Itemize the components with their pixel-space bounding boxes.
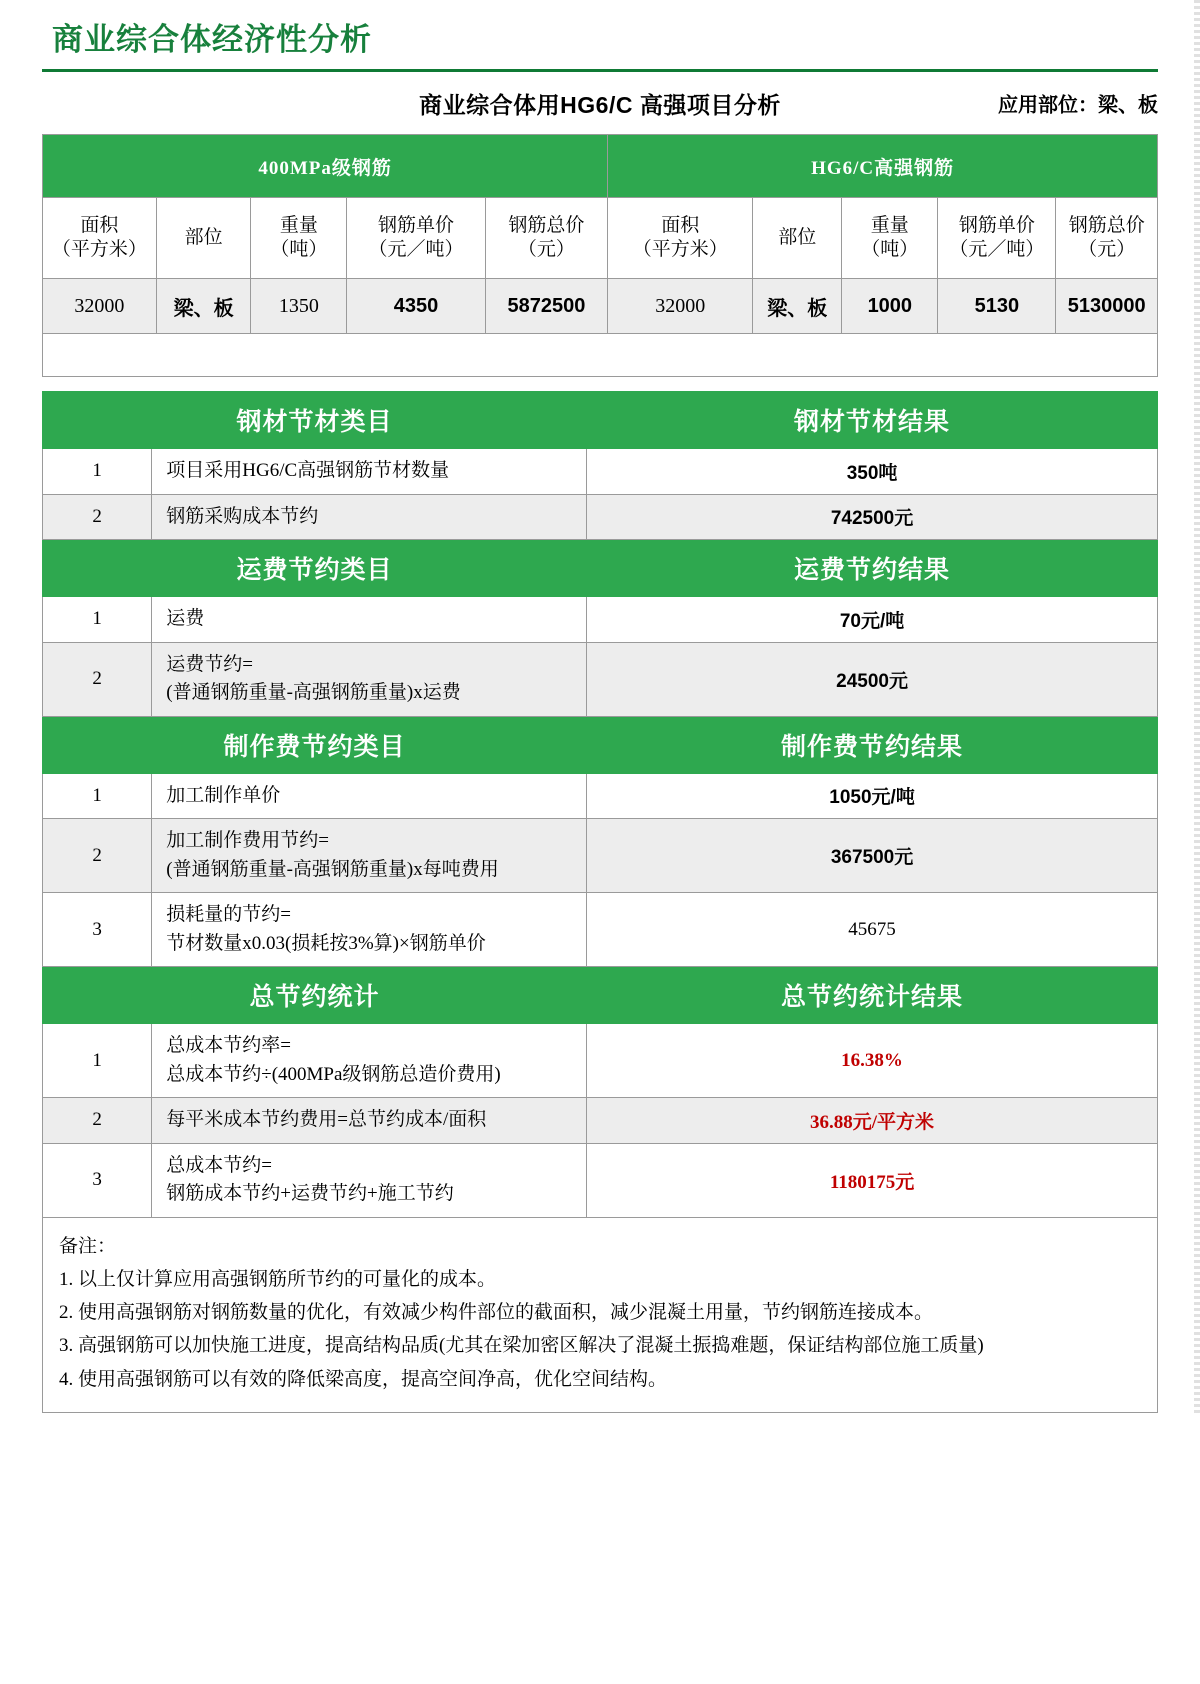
cell-area-left: 32000	[43, 279, 157, 334]
page-edge-decoration	[1194, 0, 1200, 1413]
row-index: 1	[43, 449, 152, 495]
row-description: 项目采用HG6/C高强钢筋节材数量	[152, 449, 587, 495]
col-header-unitprice-left: 钢筋单价 （元／吨）	[347, 198, 485, 279]
note-line: 1. 以上仅计算应用高强钢筋所节约的可量化的成本。	[59, 1268, 497, 1290]
row-index: 2	[43, 494, 152, 540]
table-gap	[42, 377, 1158, 391]
row-description: 运费	[152, 597, 587, 643]
comparison-group-header-row	[43, 135, 1158, 198]
table-row	[43, 597, 1158, 643]
spacer-cell	[43, 334, 1158, 377]
group-header-right: HG6/C高强钢筋	[608, 135, 1158, 198]
table-row	[43, 893, 1158, 967]
row-description: 钢筋采购成本节约	[152, 494, 587, 540]
row-description-line: (普通钢筋重量-高强钢筋重量)x每吨费用	[166, 858, 499, 880]
row-index: 1	[43, 773, 152, 819]
row-description	[152, 819, 587, 893]
section-header-row-steel	[43, 392, 1158, 449]
section-result-title-freight: 运费节约结果	[587, 540, 1158, 597]
row-value: 742500元	[587, 494, 1158, 540]
table-row	[43, 449, 1158, 495]
cell-part-right: 梁、板	[753, 279, 842, 334]
row-value: 70元/吨	[587, 597, 1158, 643]
table-row	[43, 1024, 1158, 1098]
row-value: 367500元	[587, 819, 1158, 893]
note-line: 2. 使用高强钢筋对钢筋数量的优化，有效减少构件部位的截面积，减少混凝土用量，节约钢筋连接成本。	[59, 1302, 934, 1323]
application-part-label: 应用部位：梁、板	[998, 94, 1158, 117]
section-header-row-fabrication	[43, 716, 1158, 773]
col-header-area-left: 面积 （平方米）	[43, 198, 157, 279]
row-description-line: 损耗量的节约=	[166, 904, 291, 925]
row-description	[152, 642, 587, 716]
row-description	[152, 1024, 587, 1098]
row-description-line: 总成本节约率=	[166, 1035, 291, 1056]
table-row	[43, 494, 1158, 540]
section-result-title-total: 总节约统计结果	[587, 967, 1158, 1024]
row-description-line: 运费节约=	[166, 653, 253, 675]
row-index: 3	[43, 1143, 152, 1217]
row-value: 1180175元	[587, 1143, 1158, 1217]
row-value: 24500元	[587, 642, 1158, 716]
row-value: 1050元/吨	[587, 773, 1158, 819]
row-description-line: 加工制作费用节约=	[166, 830, 329, 851]
cell-unitprice-right: 5130	[938, 279, 1056, 334]
note-line: 4. 使用高强钢筋可以有效的降低梁高度，提高空间净高，优化空间结构。	[59, 1368, 668, 1390]
row-index: 2	[43, 642, 152, 716]
table-row	[43, 1143, 1158, 1217]
row-index: 1	[43, 1024, 152, 1098]
row-index: 3	[43, 893, 152, 967]
project-subtitle: 商业综合体用HG6/C 高强项目分析	[419, 91, 781, 118]
notes-title: 备注：	[59, 1235, 117, 1257]
section-title-steel: 钢材节材类目	[43, 392, 587, 449]
col-header-totalprice-left: 钢筋总价 （元）	[485, 198, 608, 279]
section-result-title-steel: 钢材节材结果	[587, 392, 1158, 449]
table-row	[43, 819, 1158, 893]
row-description-line: 总成本节约÷(400MPa级钢筋总造价费用)	[166, 1063, 501, 1085]
comparison-column-header-row	[43, 198, 1158, 279]
comparison-table	[42, 134, 1158, 377]
row-index: 2	[43, 819, 152, 893]
note-line: 3. 高强钢筋可以加快施工进度，提高结构品质(尤其在梁加密区解决了混凝土振捣难题，保证结构部位施工质量)	[59, 1335, 984, 1357]
cell-totalprice-left: 5872500	[485, 279, 608, 334]
cell-totalprice-right: 5130000	[1056, 279, 1158, 334]
table-row	[43, 642, 1158, 716]
row-description-line: 钢筋成本节约+运费节约+施工节约	[166, 1183, 454, 1204]
row-value: 45675	[587, 893, 1158, 967]
col-header-part-left: 部位	[156, 198, 251, 279]
section-header-row-freight	[43, 540, 1158, 597]
savings-table	[42, 391, 1158, 1218]
col-header-weight-right: 重量 （吨）	[842, 198, 938, 279]
page-title: 商业综合体经济性分析	[52, 22, 372, 57]
row-description-line: 总成本节约=	[166, 1154, 272, 1176]
cell-weight-left: 1350	[251, 279, 347, 334]
cell-unitprice-left: 4350	[347, 279, 485, 334]
comparison-spacer-row	[43, 334, 1158, 377]
col-header-totalprice-right: 钢筋总价 （元）	[1056, 198, 1158, 279]
row-description: 加工制作单价	[152, 773, 587, 819]
comparison-data-row	[43, 279, 1158, 334]
cell-area-right: 32000	[608, 279, 753, 334]
table-row	[43, 773, 1158, 819]
row-description	[152, 893, 587, 967]
sub-header	[42, 72, 1158, 134]
col-header-part-right: 部位	[753, 198, 842, 279]
row-value: 36.88元/平方米	[587, 1098, 1158, 1144]
col-header-unitprice-right: 钢筋单价 （元／吨）	[938, 198, 1056, 279]
group-header-left: 400MPa级钢筋	[43, 135, 608, 198]
notes-block	[42, 1218, 1158, 1413]
col-header-weight-left: 重量 （吨）	[251, 198, 347, 279]
cell-weight-right: 1000	[842, 279, 938, 334]
table-row	[43, 1098, 1158, 1144]
row-value: 350吨	[587, 449, 1158, 495]
row-description: 每平米成本节约费用=总节约成本/面积	[152, 1098, 587, 1144]
row-description-line: 节材数量x0.03(损耗按3%算)×钢筋单价	[166, 932, 486, 954]
section-header-row-total	[43, 967, 1158, 1024]
title-bar	[42, 0, 1158, 72]
row-description	[152, 1143, 587, 1217]
row-description-line: (普通钢筋重量-高强钢筋重量)x运费	[166, 682, 461, 703]
row-index: 2	[43, 1098, 152, 1144]
section-title-freight: 运费节约类目	[43, 540, 587, 597]
cell-part-left: 梁、板	[156, 279, 251, 334]
section-result-title-fabrication: 制作费节约结果	[587, 716, 1158, 773]
section-title-fabrication: 制作费节约类目	[43, 716, 587, 773]
section-title-total: 总节约统计	[43, 967, 587, 1024]
row-index: 1	[43, 597, 152, 643]
row-value: 16.38%	[587, 1024, 1158, 1098]
col-header-area-right: 面积 （平方米）	[608, 198, 753, 279]
